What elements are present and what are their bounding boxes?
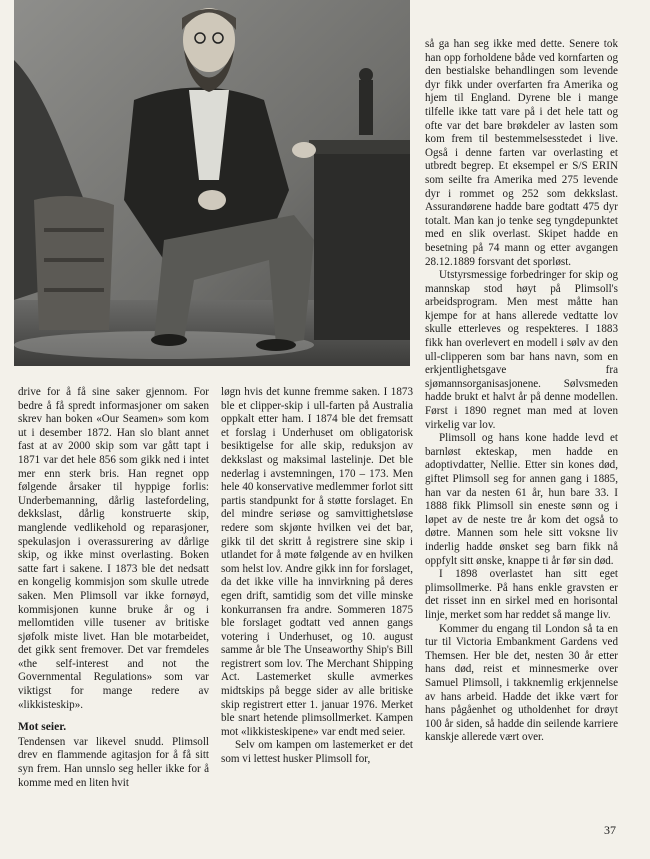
section-heading: Mot seier.: [18, 721, 67, 734]
col1-paragraph-1: drive for å få sine saker gjennom. For bedre å få spredt informasjoner om saken skrev han boken «Our Seamen» som kom ut i desember 1872. Han slo blant annet fast at av 2000 skip som var gått tapt i 1871 var det hele 856 som gikk ned i intet mer enn sterk bris. Han regnet opp følgende årsaker til hyppige forlis: Underbemanning, dårlig lastefordeling, dekkslast, dårlig konstruerte skip, manglende vedlikehold og reparasjoner, spekulasjon i overassurering av dårlige skip, og ikke minst overlasting. Boken satte fart i sakene. I 1873 ble det nedsatt en kongelig kommisjon som skulle utrede saken. Men Plimsoll var ikke fornøyd, kommisjonen kunne bruke år og i mellomtiden ville tusener av britiske sjøfolk miste livet. Han ble motarbeidet, det gikk sent fremover. Det var fremdeles «the self-interest and not the Governmental Regulations» som var viktigst for mange redere av «likkisteskip».: [18, 386, 209, 711]
col3-paragraph-1: så ga han seg ikke med dette. Senere tok han opp forholdene både ved kornfarten og den bestialske behandlingen som levende dyr fikk under overfarten fra Amerika og hjem til England. Dyrene ble i mange tilfelle ikke tatt vare på i det hele tatt og ofte var det bare brøkdeler av lasten som kom frem til bestemmelsesstedet i live. Også i denne farten var overlasting et utbredt begrep. Et eksempel er S/S ERIN som seilte fra Amerika med 275 levende dyr i rommet og 252 som dekkslast. Assurandørene hadde bare godtatt 475 dyr totalt. Man kan jo tenke seg tyngdepunktet med en slik overlast. Skipet hadde en besetning på 74 mann og etter avgangen 28.12.1889 forsvant det sporløst.: [425, 38, 618, 268]
col2-paragraph-2: Selv om kampen om lastemerket er det som vi lettest husker Plimsoll for,: [221, 739, 413, 766]
col3-paragraph-5: Kommer du engang til London så ta en tur til Victoria Embankment Gardens ved Themsen. Her ble det, nesten 30 år etter hans død, reist et minnesmerke over Samuel Plimsoll, i takknemlig erkjennelse av hans arbeid. Hadde det ikke vært for hans pågåenhet og utholdenhet for drøyt 100 år siden, så hadde din seilende karriere kanskje allerede vært over.: [425, 622, 618, 744]
col3-paragraph-4: I 1898 overlastet han sitt eget plimsollmerke. På hans enkle gravsten er det risset inn en sirkel med en horisontal linje, merket som har reddet så mange liv.: [425, 568, 618, 621]
page-number: 37: [604, 823, 616, 837]
portrait-photo: [14, 0, 410, 366]
col3-paragraph-3: Plimsoll og hans kone hadde levd et barnløst ekteskap, men hadde en adoptivdatter, Nellie. Etter sin kones død, giftet Plimsoll seg for annen gang i 1885, han var da nesten 61 år, hun bare 33. I 1888 fikk Plimsoll sin eneste sønn og i løpet av de neste tre år kom det også to døtre. Mannen som hele sitt voksne liv inderlig hadde ønsket seg barn fikk nå oppfylt sitt ønske, knappe ti år før sin død.: [425, 432, 618, 567]
portrait-image: [14, 0, 410, 366]
text-column-3: [425, 38, 618, 745]
text-column-2: [221, 386, 413, 767]
text-column-1: [18, 386, 209, 790]
col3-paragraph-2: Utstyrsmessige forbedringer for skip og mannskap stod høyt på Plimsoll's arbeidsprogram. Men mest måtte han kjempe for at hans allerede vedtatte lov skulle etterleves og respekteres. I 1883 fikk han overlevert en modell i sølv av den ull-clipperen som bar hans navn, som en erkjentlighetsgave fra sjømannsorganisasjonene. Sølvsmeden hadde brukt et halvt år på denne modellen. Først i 1890 regnet man med at loven virkelig var lov.: [425, 269, 618, 431]
col2-paragraph-1: løgn hvis det kunne fremme saken. I 1873 ble et clipper-skip i ull-farten på Australia oppkalt etter ham. I 1874 ble det fremsatt et forslag i Underhuset om obligatorisk besiktigelse for alle skip, reduksjon av dekkslast og maksimal lastelinje. Det ble nederlag i avstemningen, 170 – 173. Men hele 40 konservative medlemmer forlot sitt partis standpunkt for å støtte forslaget. En del mindre seriøse og samvittighetsløse redere som skjønte hvilken vei det bar, gikk til det skritt å registrere sine skip i utlandet for å møte følgende av en hvilken som helst lov. Andre gikk inn for forslaget, da det ikke ville ha innvirkning på deres egen drift, samtidig som det ville minske konkurransen fra andre. Sommeren 1875 ble forslaget godtatt ved annen gangs votering i Underhuset, og 10. august samme år ble The Unseaworthy Ship's Bill registrert som lov. The Merchant Shipping Act. Lastemerket skulle avmerkes midtskips på begge sider av alle britiske skip registrert etter 1. januar 1976. Merket ble snart hetende plimsollmerket. Kampen mot «likkisteskipene» var endt med seier.: [221, 386, 413, 738]
col1-paragraph-2: Tendensen var likevel snudd. Plimsoll drev en flammende agitasjon for å få sitt syn frem. Han unnslo seg heller ikke for å komme med en liten hvit: [18, 735, 209, 789]
